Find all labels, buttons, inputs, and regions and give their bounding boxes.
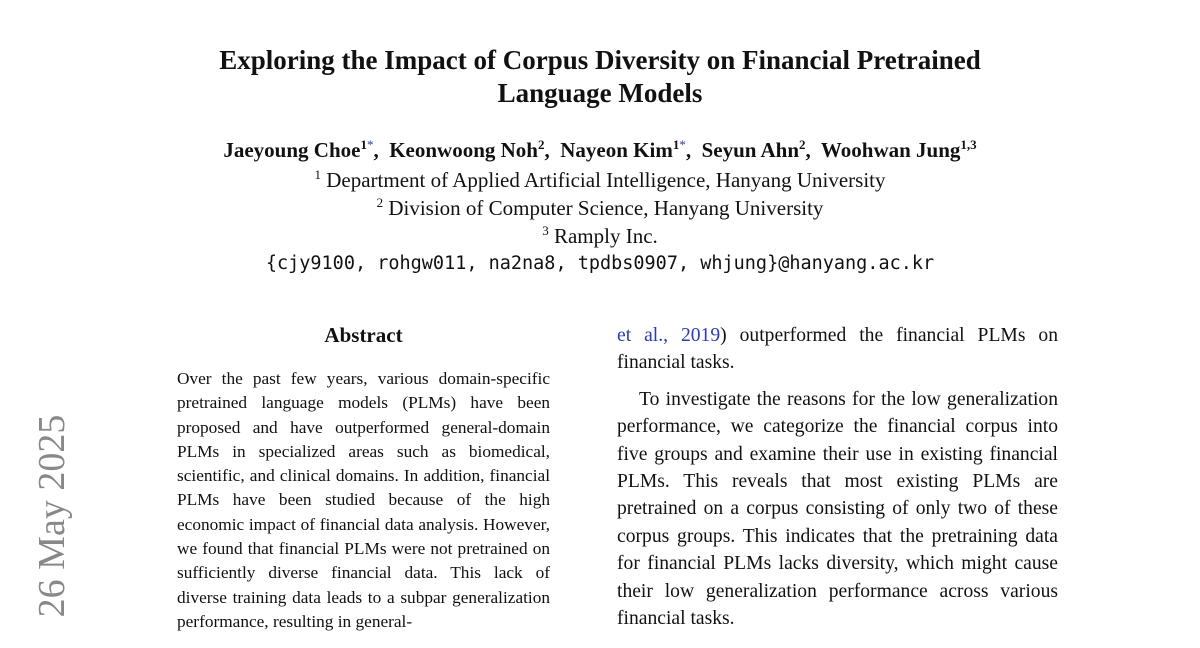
paragraph-text: ) outperformed the financial PLMs on financial tasks. <box>617 325 1059 374</box>
affiliation <box>0 194 1200 222</box>
affiliation-text: Division of Computer Science, Hanyang University <box>388 196 824 220</box>
author-name: Jaeyoung Choe <box>223 138 361 162</box>
affiliation-number: 1 <box>314 167 321 182</box>
affiliation-number: 3 <box>542 223 549 238</box>
intro-paragraph: To investigate the reasons for the low generalization performance, we categorize the financial corpus into five groups and examine their use in existing financial PLMs. This reveals that most existing PLMs are pretrained on a corpus consisting of only two of these corpus groups. This indicates that the pretraining data for financial PLMs lacks diversity, which might cause their low generalization performance across various financial tasks. <box>617 388 1058 630</box>
author-affiliation-mark: 1 <box>360 137 367 152</box>
author-name: Woohwan Jung <box>820 138 961 162</box>
author-affiliation-mark: 1 <box>672 137 680 152</box>
author <box>821 138 977 162</box>
affiliation-text: Ramply Inc. <box>553 224 658 248</box>
abstract-heading: Abstract <box>324 323 403 347</box>
equal-contribution-mark[interactable]: * <box>679 137 686 152</box>
author-affiliation-mark: 2 <box>799 137 806 152</box>
author <box>389 138 550 162</box>
citation-link[interactable]: et al., 2019 <box>617 325 721 346</box>
author-name: Seyun Ahn <box>701 138 800 162</box>
affiliation <box>0 166 1200 194</box>
author-affiliation-mark: 1,3 <box>960 137 977 152</box>
author-affiliation-mark: 2 <box>537 137 545 152</box>
author-emails: {cjy9100, rohgw011, na2na8, tpdbs0907, whjung}@hanyang.ac.kr <box>265 253 935 274</box>
author-separator: , <box>685 138 692 162</box>
author-name: Keonwoong Noh <box>389 138 538 162</box>
author-separator: , <box>805 138 811 162</box>
author <box>560 138 691 162</box>
arxiv-date-stamp: 26 May 2025 <box>31 414 73 618</box>
author-separator: , <box>544 138 550 162</box>
title-line-1: Exploring the Impact of Corpus Diversity on Financial Pretrained <box>219 45 981 75</box>
paper-title <box>0 44 1200 110</box>
author <box>702 138 811 162</box>
affiliation <box>0 222 1200 250</box>
affiliation-text: Department of Applied Artificial Intelligence, Hanyang University <box>326 168 886 192</box>
title-line-2: Language Models <box>497 78 703 108</box>
author <box>223 138 378 162</box>
author-name: Nayeon Kim <box>560 138 673 162</box>
affiliation-number: 2 <box>376 195 384 210</box>
author-list <box>0 136 1200 164</box>
equal-contribution-mark[interactable]: * <box>366 137 374 152</box>
abstract-body: Over the past few years, various domain-specific pretrained language models (PLMs) have been proposed and have outperformed general-domain PLMs in specialized areas such as biomedical, scientific, and clinical domains. In addition, financial PLMs have been studied because of the high economic impact of financial data analysis. However, we found that financial PLMs were not pretrained on sufficiently diverse financial data. This lack of diverse training data leads to a subpar generalization performance, resulting in general- <box>177 369 550 631</box>
intro-paragraph <box>617 322 1058 377</box>
intro-right-column <box>617 322 1058 632</box>
author-separator: , <box>373 138 379 162</box>
